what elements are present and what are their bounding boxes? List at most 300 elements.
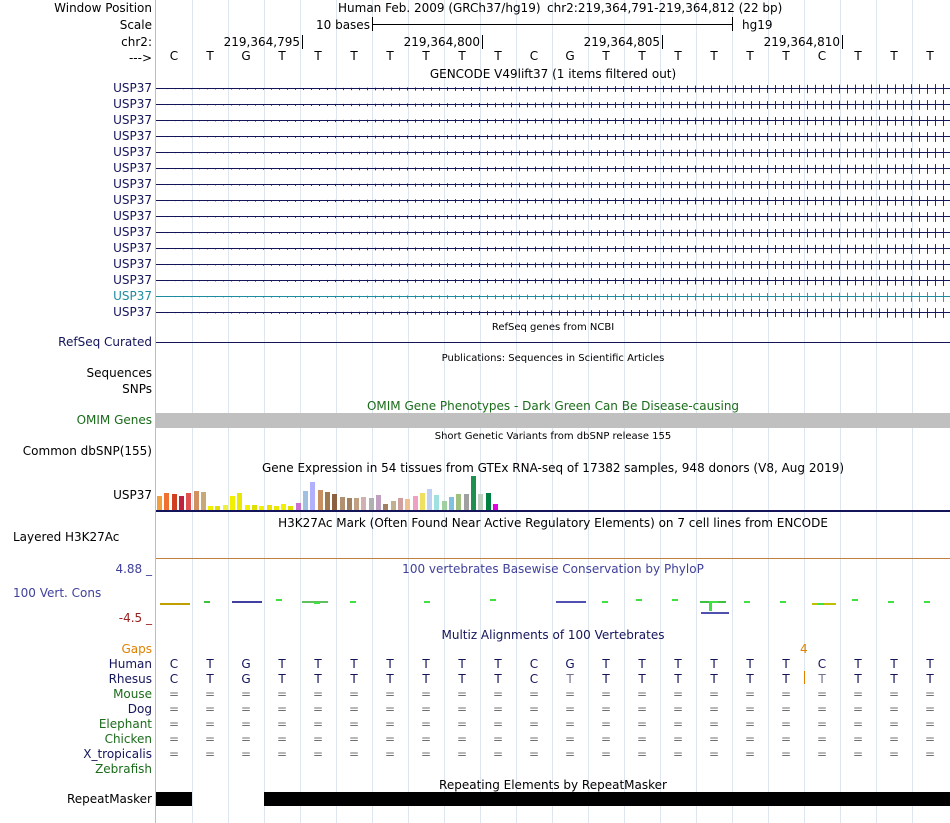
alignment-match: =	[276, 747, 288, 761]
reference-base[interactable]: C	[817, 49, 827, 63]
alignment-match: =	[384, 732, 396, 746]
h3k27ac-track-label[interactable]: Layered H3K27Ac	[13, 530, 120, 544]
gtex-tissue-bar[interactable]	[332, 494, 337, 510]
gtex-tissue-bar[interactable]	[442, 501, 447, 510]
alignment-match: =	[744, 747, 756, 761]
gtex-tissue-bar[interactable]	[303, 491, 308, 510]
gencode-transcript[interactable]	[156, 273, 950, 287]
reference-base[interactable]: C	[529, 49, 539, 63]
alignment-match: =	[492, 747, 504, 761]
alignment-match: =	[672, 687, 684, 701]
alignment-match: =	[420, 687, 432, 701]
scale-text: 10 bases	[316, 18, 370, 32]
reference-base[interactable]: T	[206, 49, 214, 63]
gtex-baseline	[156, 510, 950, 512]
gencode-gene-label[interactable]: USP37	[113, 81, 152, 95]
rhesus-base: T	[206, 672, 214, 686]
refseq-gene-line[interactable]	[156, 342, 950, 343]
human-base: T	[458, 657, 466, 671]
rhesus-base: T	[674, 672, 682, 686]
reference-base[interactable]: T	[638, 49, 646, 63]
phylop-score-mark	[818, 603, 824, 605]
species-label[interactable]: Chicken	[104, 732, 152, 746]
gencode-transcript[interactable]	[156, 305, 950, 319]
phylop-score-mark	[888, 601, 894, 603]
phylop-score-mark	[490, 599, 496, 601]
phylop-score-mark	[672, 599, 678, 601]
alignment-match: =	[492, 732, 504, 746]
gtex-tissue-bar[interactable]	[201, 492, 206, 510]
gtex-tissue-bar[interactable]	[186, 493, 191, 510]
alignment-match: =	[168, 732, 180, 746]
rhesus-base: T	[890, 672, 898, 686]
alignment-match: =	[420, 732, 432, 746]
gencode-transcript[interactable]	[156, 81, 950, 95]
alignment-match: =	[204, 747, 216, 761]
rhesus-base: T	[602, 672, 610, 686]
alignment-match: =	[312, 732, 324, 746]
gencode-transcript[interactable]	[156, 257, 950, 271]
gencode-transcript[interactable]	[156, 177, 950, 191]
strand-arrows	[156, 228, 950, 238]
alignment-match: =	[744, 702, 756, 716]
alignment-match: =	[492, 702, 504, 716]
species-label[interactable]: X_tropicalis	[83, 747, 152, 761]
gencode-gene-label[interactable]: USP37	[113, 305, 152, 319]
repeatmasker-track-label[interactable]: RepeatMasker	[66, 792, 152, 806]
human-base: T	[926, 657, 934, 671]
gencode-gene-label[interactable]: USP37	[113, 145, 152, 159]
alignment-match: =	[672, 702, 684, 716]
repeatmasker-element[interactable]	[156, 792, 192, 806]
alignment-match: =	[924, 717, 936, 731]
alignment-match: =	[348, 717, 360, 731]
gtex-tissue-bar[interactable]	[369, 498, 374, 510]
phylop-score-mark	[812, 603, 836, 605]
alignment-match: =	[384, 717, 396, 731]
reference-base[interactable]: T	[422, 49, 430, 63]
alignment-match: =	[636, 717, 648, 731]
reference-base[interactable]: T	[854, 49, 862, 63]
strand-arrows	[156, 164, 950, 174]
alignment-match: =	[492, 717, 504, 731]
position-text[interactable]: chr2:219,364,791-219,364,812 (22 bp)	[547, 1, 783, 15]
human-base: T	[674, 657, 682, 671]
alignment-match: =	[888, 702, 900, 716]
gencode-transcript[interactable]	[156, 193, 950, 207]
gtex-tissue-bar[interactable]	[449, 497, 454, 510]
alignment-match: =	[600, 687, 612, 701]
alignment-match: =	[816, 732, 828, 746]
phylop-track-label[interactable]: 100 Vert. Cons	[13, 586, 102, 600]
reference-base[interactable]: T	[350, 49, 358, 63]
alignment-match: =	[384, 747, 396, 761]
alignment-match: =	[564, 702, 576, 716]
gtex-tissue-bar[interactable]	[413, 496, 418, 510]
phylop-score-mark	[602, 601, 608, 603]
gtex-tissue-bar[interactable]	[405, 499, 410, 510]
alignment-match: =	[816, 702, 828, 716]
gtex-tissue-bar[interactable]	[310, 482, 315, 510]
gtex-tissue-bar[interactable]	[486, 493, 491, 510]
strand-arrows	[156, 292, 950, 302]
human-base: T	[422, 657, 430, 671]
rhesus-base: T	[314, 672, 322, 686]
coordinate-label: 219,364,805	[583, 35, 660, 49]
alignment-match: =	[888, 747, 900, 761]
alignment-match: =	[564, 717, 576, 731]
alignment-match: =	[924, 702, 936, 716]
rhesus-base: T	[854, 672, 862, 686]
gtex-tissue-bar[interactable]	[296, 503, 301, 510]
omim-track-title[interactable]: OMIM Gene Phenotypes - Dark Green Can Be Disease-causing	[366, 399, 740, 413]
species-label[interactable]: Mouse	[113, 687, 152, 701]
assembly-name: Human Feb. 2009 (GRCh37/hg19)	[338, 1, 541, 15]
alignment-match: =	[888, 732, 900, 746]
rhesus-base: T	[494, 672, 502, 686]
reference-base[interactable]: T	[926, 49, 934, 63]
alignment-match: =	[888, 687, 900, 701]
alignment-match: =	[744, 717, 756, 731]
alignment-match: =	[636, 732, 648, 746]
multiz-gaps-label: Gaps	[121, 642, 152, 656]
alignment-match: =	[780, 702, 792, 716]
alignment-match: =	[672, 732, 684, 746]
human-base: T	[890, 657, 898, 671]
human-base: T	[278, 657, 286, 671]
chrom-label: chr2:	[121, 35, 152, 49]
phylop-score-mark	[232, 601, 262, 603]
species-label[interactable]: Elephant	[98, 717, 152, 731]
gtex-tissue-bar[interactable]	[471, 476, 476, 510]
alignment-match: =	[168, 687, 180, 701]
reference-base[interactable]: T	[674, 49, 682, 63]
human-base: T	[206, 657, 214, 671]
alignment-match: =	[420, 747, 432, 761]
rhesus-base: T	[422, 672, 430, 686]
alignment-match: =	[780, 747, 792, 761]
reference-base[interactable]: G	[565, 49, 575, 63]
species-label[interactable]: Rhesus	[108, 672, 152, 686]
gtex-tissue-bar[interactable]	[427, 489, 432, 510]
gtex-tissue-bar[interactable]	[172, 494, 177, 510]
gencode-gene-label[interactable]: USP37	[113, 161, 152, 175]
alignment-match: =	[708, 747, 720, 761]
alignment-match: =	[456, 717, 468, 731]
repeatmasker-element[interactable]	[264, 792, 950, 806]
coordinate-tick	[302, 35, 303, 49]
reference-base[interactable]: T	[746, 49, 754, 63]
gtex-tissue-bar[interactable]	[361, 497, 366, 510]
publications-snps-label[interactable]: SNPs	[122, 382, 152, 396]
gencode-transcript[interactable]	[156, 129, 950, 143]
alignment-match: =	[636, 747, 648, 761]
gtex-tissue-bar[interactable]	[376, 495, 381, 510]
rhesus-base: T	[566, 672, 574, 686]
phylop-track-title[interactable]: 100 vertebrates Basewise Conservation by PhyloP	[402, 562, 704, 576]
alignment-match: =	[600, 717, 612, 731]
multiz-gap-count: 4	[800, 642, 808, 656]
human-base: T	[746, 657, 754, 671]
phylop-score-mark	[276, 599, 282, 601]
multiz-track-title[interactable]: Multiz Alignments of 100 Vertebrates	[441, 628, 665, 642]
phylop-max-value: 4.88 _	[115, 562, 152, 576]
alignment-match: =	[312, 747, 324, 761]
gtex-expression-bars[interactable]	[156, 474, 950, 510]
gencode-gene-label[interactable]: USP37	[113, 257, 152, 271]
alignment-match: =	[744, 687, 756, 701]
alignment-match: =	[708, 717, 720, 731]
strand-arrows	[156, 116, 950, 126]
gencode-transcript[interactable]	[156, 209, 950, 223]
alignment-match: =	[708, 732, 720, 746]
rhesus-base: T	[926, 672, 934, 686]
gencode-transcript[interactable]	[156, 97, 950, 111]
alignment-match: =	[852, 702, 864, 716]
human-base: C	[817, 657, 827, 671]
gencode-gene-label[interactable]: USP37	[113, 193, 152, 207]
alignment-match: =	[852, 732, 864, 746]
gencode-transcript[interactable]	[156, 145, 950, 159]
alignment-match: =	[312, 717, 324, 731]
alignment-match: =	[636, 702, 648, 716]
gencode-transcript[interactable]	[156, 225, 950, 239]
gtex-tissue-bar[interactable]	[318, 490, 323, 510]
gtex-tissue-bar[interactable]	[456, 494, 461, 510]
alignment-match: =	[852, 747, 864, 761]
alignment-match: =	[816, 717, 828, 731]
alignment-match: =	[564, 687, 576, 701]
genome-browser-image[interactable]	[156, 0, 950, 823]
alignment-match: =	[456, 747, 468, 761]
h3k27ac-signal-line	[156, 558, 950, 559]
alignment-match: =	[528, 702, 540, 716]
alignment-match: =	[924, 732, 936, 746]
alignment-match: =	[564, 747, 576, 761]
alignment-match: =	[384, 702, 396, 716]
omim-gene-bar[interactable]	[156, 413, 950, 428]
gtex-track-title[interactable]: Gene Expression in 54 tissues from GTEx RNA-seq of 17382 samples, 948 donors (V8, Aug 2019)	[261, 461, 845, 475]
species-label[interactable]: Human	[108, 657, 152, 671]
gtex-tissue-bar[interactable]	[164, 493, 169, 510]
strand-arrows	[156, 260, 950, 270]
alignment-match: =	[240, 747, 252, 761]
human-base: G	[565, 657, 575, 671]
alignment-match: =	[240, 687, 252, 701]
gencode-gene-label[interactable]: USP37	[113, 177, 152, 191]
rhesus-base: C	[529, 672, 539, 686]
strand-arrows	[156, 132, 950, 142]
gencode-transcript[interactable]	[156, 161, 950, 175]
strand-label: --->	[128, 51, 152, 65]
coordinate-label: 219,364,810	[763, 35, 840, 49]
repeatmasker-track-title[interactable]: Repeating Elements by RepeatMasker	[439, 778, 667, 792]
phylop-score-mark	[424, 601, 430, 603]
alignment-match: =	[276, 717, 288, 731]
phylop-score-mark	[556, 601, 586, 603]
gencode-gene-label[interactable]: USP37	[113, 289, 152, 303]
alignment-match: =	[528, 747, 540, 761]
phylop-score-mark	[314, 602, 320, 604]
gencode-transcript[interactable]	[156, 113, 950, 127]
alignment-match: =	[600, 747, 612, 761]
reference-base[interactable]: T	[494, 49, 502, 63]
reference-base[interactable]: T	[386, 49, 394, 63]
gencode-gene-label[interactable]: USP37	[113, 113, 152, 127]
refseq-track-label[interactable]: RefSeq Curated	[58, 335, 152, 349]
gtex-tissue-bar[interactable]	[340, 497, 345, 510]
alignment-match: =	[816, 687, 828, 701]
alignment-match: =	[564, 732, 576, 746]
gtex-tissue-bar[interactable]	[398, 498, 403, 510]
species-label[interactable]: Zebrafish	[95, 762, 152, 776]
alignment-match: =	[204, 732, 216, 746]
alignment-match: =	[924, 747, 936, 761]
gtex-tissue-bar[interactable]	[194, 491, 199, 510]
human-base: T	[710, 657, 718, 671]
human-base: T	[494, 657, 502, 671]
gtex-tissue-bar[interactable]	[434, 495, 439, 510]
phylop-score-mark	[204, 601, 210, 603]
gtex-tissue-bar[interactable]	[325, 492, 330, 510]
alignment-match: =	[816, 747, 828, 761]
reference-base[interactable]: T	[890, 49, 898, 63]
rhesus-base: T	[350, 672, 358, 686]
reference-base[interactable]: T	[314, 49, 322, 63]
rhesus-base: T	[782, 672, 790, 686]
strand-arrows	[156, 212, 950, 222]
scale-bar-right-end	[732, 17, 733, 31]
gencode-gene-label[interactable]: USP37	[113, 209, 152, 223]
strand-arrows	[156, 308, 950, 318]
strand-arrows	[156, 84, 950, 94]
alignment-match: =	[708, 702, 720, 716]
gencode-gene-label[interactable]: USP37	[113, 241, 152, 255]
alignment-match: =	[456, 732, 468, 746]
rhesus-base: T	[710, 672, 718, 686]
phylop-min-value: -4.5 _	[118, 611, 152, 625]
coordinate-tick	[482, 35, 483, 49]
h3k27ac-track-title[interactable]: H3K27Ac Mark (Often Found Near Active Regulatory Elements) on 7 cell lines from ENCODE	[278, 516, 828, 530]
window-position-label: Window Position	[54, 1, 152, 15]
alignment-match: =	[240, 702, 252, 716]
alignment-match: =	[348, 747, 360, 761]
rhesus-base: G	[241, 672, 251, 686]
coordinate-tick	[842, 35, 843, 49]
alignment-match: =	[168, 747, 180, 761]
human-base: T	[386, 657, 394, 671]
dbsnp-track-title[interactable]: Short Genetic Variants from dbSNP release 155	[434, 431, 672, 442]
strand-arrows	[156, 196, 950, 206]
gencode-gene-label[interactable]: USP37	[113, 129, 152, 143]
alignment-match: =	[600, 702, 612, 716]
gtex-tissue-bar[interactable]	[478, 494, 483, 510]
species-label[interactable]: Dog	[127, 702, 152, 716]
alignment-match: =	[348, 687, 360, 701]
alignment-match: =	[204, 717, 216, 731]
reference-base[interactable]: T	[458, 49, 466, 63]
phylop-score-mark	[852, 599, 858, 601]
db-name: hg19	[742, 18, 773, 32]
alignment-match: =	[348, 732, 360, 746]
gtex-tissue-bar[interactable]	[354, 498, 359, 510]
gtex-tissue-bar[interactable]	[157, 496, 162, 510]
gtex-tissue-bar[interactable]	[230, 496, 235, 510]
rhesus-base: T	[638, 672, 646, 686]
alignment-match: =	[528, 717, 540, 731]
alignment-match: =	[780, 717, 792, 731]
reference-base[interactable]: T	[602, 49, 610, 63]
phylop-score-mark	[701, 612, 729, 614]
human-base: C	[169, 657, 179, 671]
alignment-match: =	[528, 687, 540, 701]
track-label-column	[0, 0, 155, 823]
publications-sequences-label[interactable]: Sequences	[86, 366, 152, 380]
gtex-tissue-bar[interactable]	[464, 494, 469, 510]
reference-base[interactable]: T	[782, 49, 790, 63]
gencode-gene-label[interactable]: USP37	[113, 225, 152, 239]
alignment-match: =	[888, 717, 900, 731]
publications-track-title[interactable]: Publications: Sequences in Scientific Articles	[441, 353, 665, 364]
gtex-tissue-bar[interactable]	[420, 493, 425, 510]
phylop-score-mark	[780, 601, 786, 603]
phylop-score-mark	[924, 601, 930, 603]
alignment-match: =	[240, 732, 252, 746]
gtex-gene-label[interactable]: USP37	[113, 488, 152, 502]
gtex-tissue-bar[interactable]	[347, 498, 352, 510]
alignment-match: =	[384, 687, 396, 701]
alignment-match: =	[528, 732, 540, 746]
coordinate-label: 219,364,795	[223, 35, 300, 49]
refseq-track-title[interactable]: RefSeq genes from NCBI	[491, 322, 615, 333]
gencode-gene-label[interactable]: USP37	[113, 97, 152, 111]
alignment-match: =	[852, 717, 864, 731]
alignment-match: =	[204, 687, 216, 701]
phylop-score-mark	[160, 603, 190, 605]
alignment-match: =	[492, 687, 504, 701]
gencode-gene-label[interactable]: USP37	[113, 273, 152, 287]
human-base: T	[314, 657, 322, 671]
reference-base[interactable]: G	[241, 49, 251, 63]
human-base: T	[638, 657, 646, 671]
alignment-match: =	[420, 717, 432, 731]
gtex-tissue-bar[interactable]	[179, 496, 184, 510]
reference-base[interactable]: T	[710, 49, 718, 63]
human-base: T	[602, 657, 610, 671]
gtex-tissue-bar[interactable]	[391, 501, 396, 510]
reference-base[interactable]: C	[169, 49, 179, 63]
gencode-track-title[interactable]: GENCODE V49lift37 (1 items filtered out)	[429, 67, 677, 81]
alignment-match: =	[276, 687, 288, 701]
rhesus-base: T	[386, 672, 394, 686]
omim-track-label[interactable]: OMIM Genes	[76, 413, 152, 427]
alignment-match: =	[420, 702, 432, 716]
alignment-match: =	[312, 687, 324, 701]
coordinate-label: 219,364,800	[403, 35, 480, 49]
gencode-transcript[interactable]	[156, 241, 950, 255]
coordinate-tick	[662, 35, 663, 49]
phylop-score-mark	[350, 601, 356, 603]
alignment-match: =	[204, 702, 216, 716]
alignment-match: =	[780, 687, 792, 701]
human-base: C	[529, 657, 539, 671]
scale-bar	[372, 24, 732, 25]
human-base: T	[854, 657, 862, 671]
reference-base[interactable]: T	[278, 49, 286, 63]
gtex-tissue-bar[interactable]	[237, 493, 242, 510]
dbsnp-track-label[interactable]: Common dbSNP(155)	[22, 444, 152, 458]
gencode-transcript[interactable]	[156, 289, 950, 303]
